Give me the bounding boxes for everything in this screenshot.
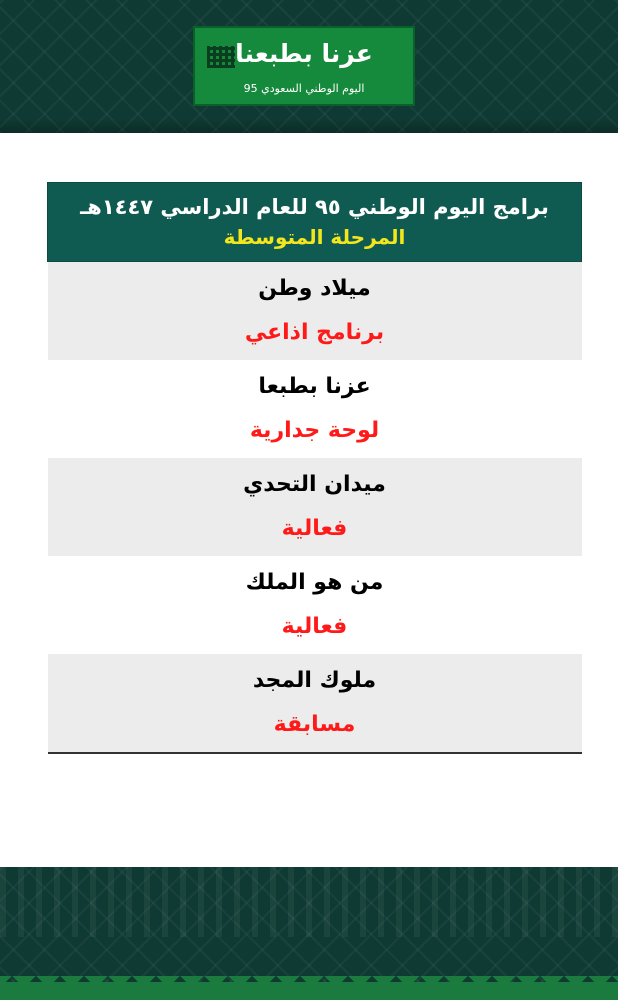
stage-subtitle: المرحلة المتوسطة: [223, 225, 406, 249]
program-name: ميدان التحدي: [243, 472, 386, 497]
top-banner: [0, 0, 618, 133]
green-base-strip: [0, 982, 618, 1000]
program-name: ملوك المجد: [252, 668, 377, 693]
program-cell: [48, 262, 582, 361]
program-name: من هو الملك: [245, 570, 384, 595]
program-type: لوحة جدارية: [249, 418, 380, 443]
table-row: [48, 360, 582, 458]
table-row: [48, 262, 582, 361]
table-row: [48, 654, 582, 753]
table-header-cell: [48, 183, 582, 262]
logo-slogan: عزنا بطبعنا: [235, 39, 373, 68]
program-type: مسابقة: [273, 712, 356, 737]
national-day-logo: [193, 26, 415, 106]
program-name: ميلاد وطن: [258, 276, 371, 301]
program-cell: [48, 654, 582, 753]
program-cell: [48, 458, 582, 556]
table-row: [48, 458, 582, 556]
program-type: فعالية: [281, 614, 348, 639]
program-cell: [48, 556, 582, 654]
sadu-band: [0, 867, 618, 937]
table-header: [48, 183, 582, 262]
programs-table: [47, 182, 582, 754]
program-type: فعالية: [281, 516, 348, 541]
program-type: برنامج اذاعي: [244, 320, 385, 345]
table-row: [48, 556, 582, 654]
program-name: عزنا بطبعا: [258, 374, 371, 399]
bottom-banner: [0, 867, 618, 1000]
program-cell: [48, 360, 582, 458]
table-title: برامج اليوم الوطني ٩٥ للعام الدراسي ١٤٤٧هـ: [80, 195, 549, 219]
logo-caption: اليوم الوطني السعودي 95: [243, 82, 365, 95]
banner-shadow: [0, 119, 618, 133]
